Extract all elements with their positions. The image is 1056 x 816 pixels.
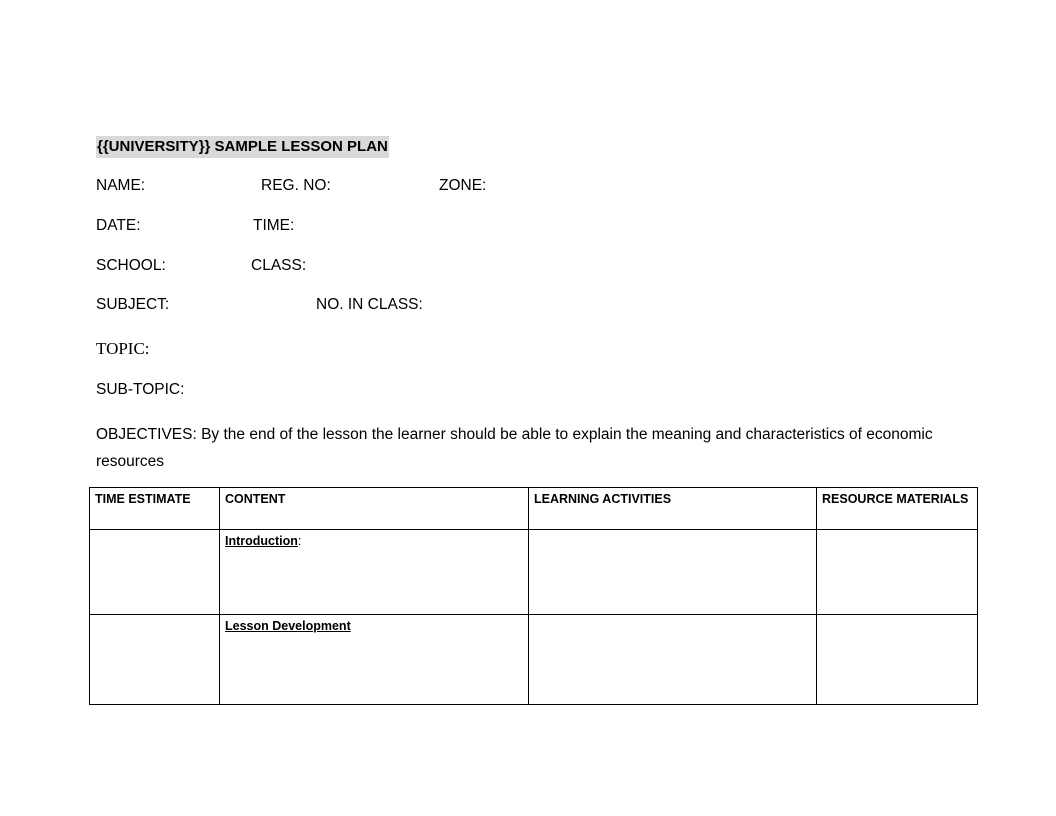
lesson-development-label: Lesson Development — [225, 619, 351, 633]
learning-activities-cell — [529, 615, 817, 705]
introduction-label: Introduction — [225, 534, 298, 548]
reg-no-label: REG. NO: — [261, 177, 331, 194]
resource-materials-cell — [817, 530, 978, 615]
table-header-row — [90, 488, 978, 530]
name-label: NAME: — [96, 177, 146, 194]
date-label: DATE: — [96, 217, 141, 234]
table-row — [90, 530, 978, 615]
learning-activities-cell — [529, 530, 817, 615]
content-cell — [220, 615, 529, 705]
objectives-text: OBJECTIVES: By the end of the lesson the learner should be able to explain the meaning and characteristics of economic resources — [96, 426, 933, 470]
introduction-suffix: : — [297, 534, 302, 548]
zone-label: ZONE: — [439, 177, 487, 194]
sub-topic-label: SUB-TOPIC: — [96, 381, 185, 398]
subject-label: SUBJECT: — [96, 296, 170, 313]
content-cell — [220, 530, 529, 615]
time-label: TIME: — [253, 217, 295, 234]
lesson-plan-table — [89, 487, 978, 705]
table-row — [90, 615, 978, 705]
header-content: CONTENT — [220, 488, 529, 530]
topic-label: TOPIC: — [96, 339, 150, 358]
time-estimate-cell — [90, 615, 220, 705]
header-time-estimate: TIME ESTIMATE — [90, 488, 220, 530]
no-in-class-label: NO. IN CLASS: — [316, 296, 423, 313]
time-estimate-cell — [90, 530, 220, 615]
page-title: {{UNIVERSITY}} SAMPLE LESSON PLAN — [96, 136, 389, 158]
header-learning-activities: LEARNING ACTIVITIES — [529, 488, 817, 530]
school-label: SCHOOL: — [96, 257, 166, 274]
header-resource-materials: RESOURCE MATERIALS — [817, 488, 978, 530]
resource-materials-cell — [817, 615, 978, 705]
class-label: CLASS: — [251, 257, 307, 274]
